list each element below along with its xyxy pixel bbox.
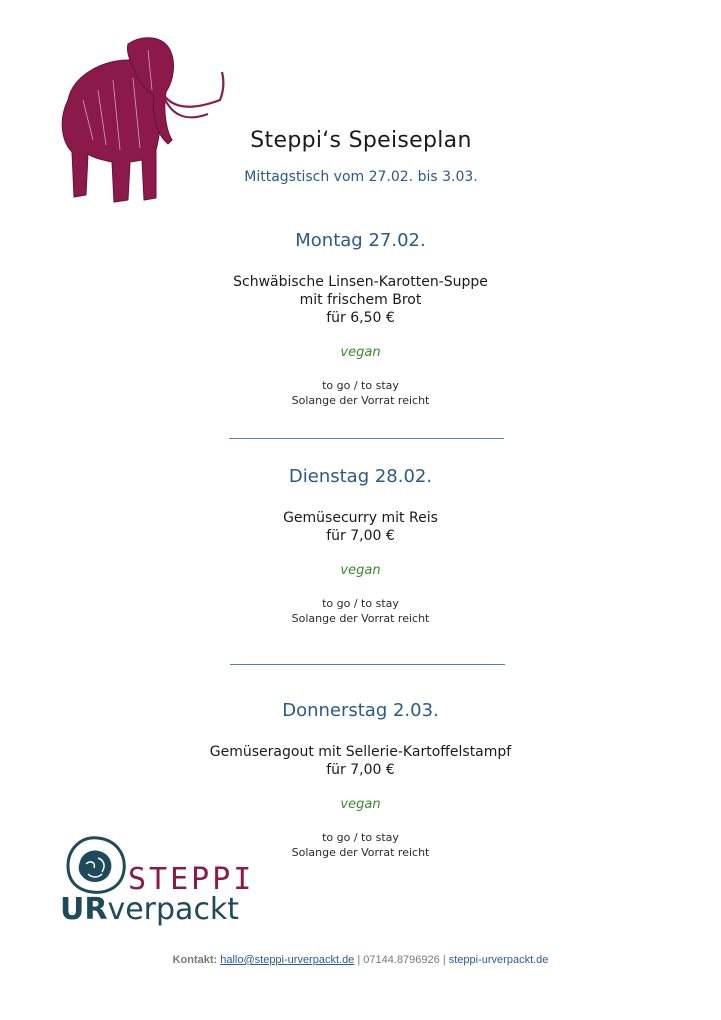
footer-separator: | [442, 954, 446, 966]
note-line: to go / to stay [322, 831, 399, 844]
note-line: to go / to stay [322, 379, 399, 392]
dish-line: Schwäbische Linsen-Karotten-Suppe [233, 274, 488, 290]
note-line: Solange der Vorrat reicht [291, 846, 430, 859]
dish-line: Gemüseragout mit Sellerie-Kartoffelstampf [209, 744, 512, 760]
diet-label: vegan [340, 345, 381, 360]
section-divider [229, 438, 504, 439]
page-subtitle: Mittagstisch vom 27.02. bis 3.03. [244, 169, 478, 185]
day-section-monday [0, 230, 721, 408]
day-title: Dienstag 28.02. [288, 466, 433, 487]
footer-phone: 07144.8796926 [363, 954, 440, 966]
day-title: Donnerstag 2.03. [282, 700, 439, 721]
footer-label: Kontakt: [172, 954, 218, 966]
day-title: Montag 27.02. [295, 230, 426, 251]
logo-steppi-text: STEPPI [128, 862, 255, 897]
footer-separator: | [357, 954, 361, 966]
dish-line: mit frischem Brot [299, 292, 422, 308]
footer-email-link[interactable]: hallo@steppi-urverpackt.de [220, 954, 355, 966]
steppi-urverpackt-logo [60, 832, 255, 932]
dish-price: für 6,50 € [326, 310, 395, 326]
diet-label: vegan [340, 563, 381, 578]
walnut-icon [60, 832, 130, 896]
logo-urverpackt-text [60, 892, 239, 927]
note-line: to go / to stay [322, 597, 399, 610]
dish-price: für 7,00 € [326, 762, 395, 778]
note-line: Solange der Vorrat reicht [291, 394, 430, 407]
footer-website-link[interactable]: steppi-urverpackt.de [448, 954, 549, 966]
page-title: Steppi‘s Speiseplan [250, 128, 472, 153]
logo-verpackt: verpackt [107, 892, 240, 927]
dish-price: für 7,00 € [326, 528, 395, 544]
dish-line: Gemüsecurry mit Reis [283, 510, 438, 526]
section-divider [230, 664, 505, 665]
logo-ur: UR [60, 892, 108, 927]
note-line: Solange der Vorrat reicht [291, 612, 430, 625]
day-section-tuesday [0, 466, 721, 626]
contact-footer [0, 954, 721, 966]
diet-label: vegan [340, 797, 381, 812]
